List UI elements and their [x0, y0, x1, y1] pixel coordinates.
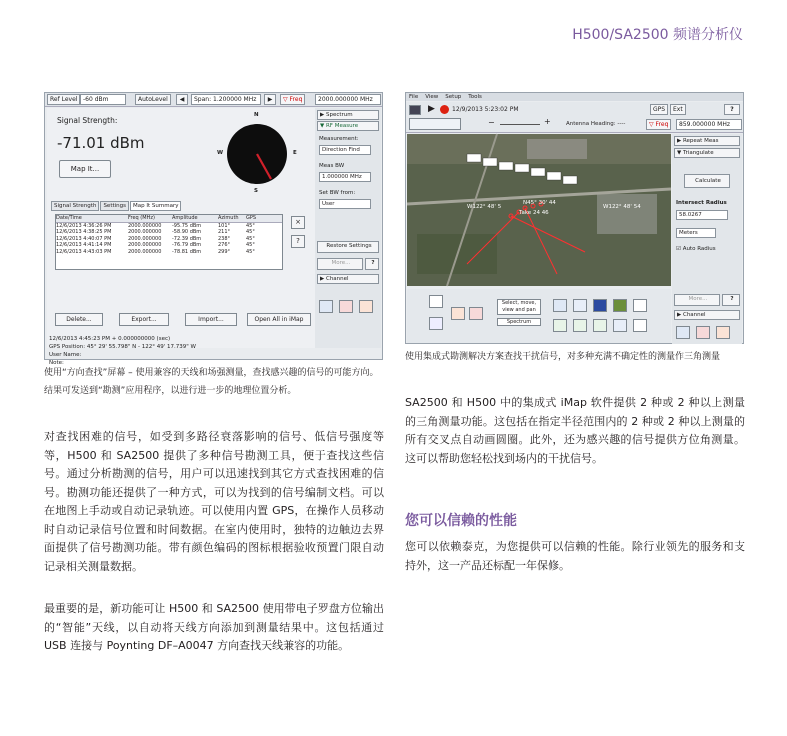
auto-radius-label: Auto Radius — [682, 246, 716, 252]
close-button[interactable]: × — [291, 216, 305, 229]
side-menu — [315, 108, 381, 348]
more-button[interactable]: More... — [317, 258, 363, 270]
more-button[interactable]: More... — [674, 294, 720, 306]
gps-button[interactable]: GPS — [650, 104, 668, 115]
zoom-in-icon[interactable]: + — [544, 117, 551, 126]
signal-bars-icon[interactable] — [613, 319, 627, 332]
import-button[interactable]: Import... — [185, 313, 237, 326]
col-gps: GPS — [246, 215, 257, 221]
spectrum-menu-button[interactable]: ▶ Spectrum — [317, 110, 379, 120]
zoom-slider[interactable] — [500, 124, 540, 125]
triangulate-menu-button[interactable]: ▼ Triangulate — [674, 148, 740, 158]
instrument-toolbar — [45, 93, 382, 107]
freq-marker-icon: ▽ — [283, 96, 288, 103]
col-date: Date/Time — [56, 215, 82, 221]
bars-icon[interactable] — [593, 299, 607, 312]
col-freq: Freq (MHz) — [128, 215, 155, 221]
span-field[interactable]: Span: 1.200000 MHz — [191, 94, 261, 105]
signal-strength-value: -71.01 dBm — [57, 134, 145, 152]
channel-menu-button[interactable]: ▶ Channel — [317, 274, 379, 284]
summary-table[interactable] — [55, 214, 283, 270]
section-heading: 您可以信赖的性能 — [405, 513, 517, 529]
flag-icon[interactable] — [359, 300, 373, 313]
auto-radius-checkbox[interactable] — [676, 246, 716, 252]
compass-w-label: W — [217, 150, 224, 156]
menu-file[interactable]: File — [409, 94, 419, 100]
tab-map-it-summary[interactable]: Map It Summary — [130, 201, 181, 211]
cell: 2000.000000 — [128, 235, 162, 242]
select-tool-icon[interactable] — [429, 295, 443, 308]
record-dot-icon[interactable] — [633, 319, 647, 332]
path-tool-icon[interactable] — [429, 317, 443, 330]
paragraph-survey: 对查找困难的信号，如受到多路径衰落影响的信号、低信号强度等等，H500 和 SA2500 提供了多种信号勘测工具，便于查找这些信号。通过分析勘测的信号，用户可以迅速找到其它方式查找困难的信号。勘测功能还提供了一种方式，可以为找到的信号编制文档。可以在地图上手动或自动记录轨迹。可以使用内置 GPS，在操作人员移动时自动记录信号位置和时间数据。在室内使用时，独特的边触边去界面提供了信号勘测功能。带有颜色编码的图标根据验收预置门限自动记录相关测量数据。 — [44, 430, 384, 573]
zoom-out-icon[interactable]: − — [488, 118, 495, 127]
chart-bars-icon[interactable] — [613, 299, 627, 312]
intersect-radius-field[interactable]: 58.0267 — [676, 210, 728, 220]
cell: 12/6/2013 4:40:07 PM — [56, 235, 112, 242]
cell: 12/6/2013 4:43:03 PM — [56, 248, 112, 255]
cell: 45° — [246, 248, 255, 255]
meas-bw-label: Meas BW — [319, 163, 345, 169]
help-button[interactable]: ? — [724, 104, 740, 115]
antenna-heading-label: Antenna Heading: ---- — [566, 121, 626, 127]
span-left-arrow-icon[interactable]: ◀ — [176, 94, 188, 105]
span-right-arrow-icon[interactable]: ▶ — [264, 94, 276, 105]
freq-marker-icon: ▽ — [649, 121, 654, 128]
ext-button[interactable]: Ext — [670, 104, 686, 115]
cell: 299° — [218, 248, 231, 255]
section-body: 您可以依赖泰克，为您提供可以信赖的性能。除行业领先的服务和支持外，这一产品还标配一年保修。 — [405, 540, 745, 572]
cell: 2000.000000 — [128, 229, 162, 235]
map-label: Take 24 46 — [519, 210, 549, 216]
cell: 2000.000000 — [128, 242, 162, 248]
intersect-radius-label: Intersect Radius — [676, 200, 727, 206]
channel-menu-button[interactable]: ▶ Channel — [674, 310, 740, 320]
cell: 276° — [218, 242, 231, 248]
measurement-panel — [47, 108, 315, 366]
bottom-tool-panel — [407, 289, 671, 343]
triangulation-screenshot — [405, 92, 744, 344]
imap-toolbar — [406, 102, 743, 133]
trace-icon[interactable] — [633, 299, 647, 312]
cell: 2000.000000 — [128, 222, 162, 229]
footer-note: Note: — [49, 360, 64, 366]
app-icon — [409, 105, 421, 115]
map-label: N45° 30' 44 — [523, 200, 556, 206]
occupied-bw-icon[interactable] — [553, 319, 567, 332]
footer-user: User Name: — [49, 352, 82, 358]
meas-bw-field[interactable]: 1.000000 MHz — [319, 172, 371, 182]
chart-icon[interactable] — [319, 300, 333, 313]
ref-level-button[interactable]: Ref Level — [47, 94, 80, 105]
cell: -78.81 dBm — [172, 248, 202, 255]
signal-strength-label: Signal Strength: — [57, 116, 118, 125]
select-move-view-pan-button[interactable]: Select, move, view and pan — [497, 299, 541, 315]
export-button[interactable]: Export... — [119, 313, 169, 326]
compass-e-label: E — [293, 150, 297, 156]
freq-button[interactable] — [646, 119, 671, 130]
footer-time: 12/6/2013 4:45:23 PM + 0.000000000 (sec) — [49, 336, 171, 342]
datetime-label: 12/9/2013 5:23:02 PM — [452, 106, 519, 113]
set-bw-from-label: Set BW from: — [319, 190, 356, 196]
record-icon[interactable] — [339, 300, 353, 313]
checkbox-icon: ☑ — [676, 246, 681, 252]
caption-triangulation: 使用集成式勘测解决方案查找干扰信号，对多种充满不确定性的测量作三角测量 — [405, 352, 721, 362]
freq-field[interactable]: 2000.000000 MHz — [315, 94, 381, 105]
cell: 238° — [218, 235, 231, 242]
map-label: W122° 48' 54 — [603, 204, 641, 210]
tab-signal-strength[interactable]: Signal Strength — [51, 201, 99, 211]
ref-level-field[interactable]: -60 dBm — [80, 94, 126, 105]
menu-setup[interactable]: Setup — [445, 94, 462, 100]
cell: 45° — [246, 222, 255, 229]
compass-dial — [225, 122, 289, 186]
cell: 211° — [218, 229, 231, 235]
house-icon[interactable] — [573, 299, 587, 312]
play-icon[interactable]: ▶ — [428, 104, 435, 114]
table-header-row — [56, 215, 282, 223]
flag-tool-icon[interactable] — [451, 307, 465, 320]
menu-tools[interactable]: Tools — [468, 94, 482, 100]
menu-view[interactable]: View — [425, 94, 439, 100]
measurement-label: Measurement: — [319, 136, 359, 142]
measurement-select[interactable]: Direction Find — [319, 145, 371, 155]
cell: 45° — [246, 229, 255, 235]
freq-label: Freq — [655, 121, 669, 128]
cell: 12/6/2013 4:41:14 PM — [56, 242, 112, 248]
satellite-map[interactable] — [407, 134, 671, 286]
triangulate-side-menu — [672, 134, 742, 344]
tab-strip — [51, 201, 182, 211]
map-label: W122° 48' 5 — [467, 204, 502, 210]
side-help-button[interactable]: ? — [365, 258, 379, 270]
cell: 45° — [246, 235, 255, 242]
freq-field[interactable]: 859.000000 MHz — [676, 119, 742, 130]
paragraph-smart-antenna: 最重要的是，新功能可让 H500 和 SA2500 使用带电子罗盘方位输出的“智能”天线，以自动将天线方向添加到测量结果中。这包括通过 USB 连接与 Poynting DF–A0047 方向查找天线兼容的功能。 — [44, 602, 384, 652]
compass-n-label: N — [254, 112, 259, 118]
chart-icon[interactable] — [676, 326, 690, 339]
open-all-in-imap-button[interactable]: Open All in iMap — [247, 313, 311, 326]
spectrum-button[interactable]: Spectrum — [497, 318, 541, 326]
measure-icon[interactable] — [553, 299, 567, 312]
cell: -76.79 dBm — [172, 242, 202, 248]
stop-icon[interactable] — [440, 105, 449, 114]
cell: 45° — [246, 242, 255, 248]
footer-gps: GPS Position: 45° 29' 55.798" N - 122° 49' 17.739" W — [49, 344, 196, 350]
cell: -95.75 dBm — [172, 222, 202, 229]
cell: 12/6/2013 4:38:25 PM — [56, 229, 112, 235]
help-button[interactable]: ? — [291, 235, 305, 248]
cell: -72.39 dBm — [172, 235, 202, 242]
paragraph-imap: SA2500 和 H500 中的集成式 iMap 软件提供 2 种或 2 种以上测量的三角测量功能。这包括在指定半径范围内的 2 种或 2 种以上测量的所有交叉点自动画圆圈。此外，还为感兴趣的信号提供方位角测量。这可以帮助您轻松找到场内的干扰信号。 — [405, 396, 745, 465]
side-help-button[interactable]: ? — [722, 294, 740, 306]
direction-find-screenshot — [44, 92, 383, 366]
col-amplitude: Amplitude — [172, 215, 198, 221]
freq-label: Freq — [289, 96, 303, 103]
set-bw-from-select[interactable]: User — [319, 199, 371, 209]
field-strength-icon[interactable] — [573, 319, 587, 332]
status-footer — [49, 335, 196, 367]
restore-settings-button[interactable]: Restore Settings — [317, 241, 379, 253]
map-it-button[interactable]: Map It... — [59, 160, 111, 178]
page-header-title: H500/SA2500 频谱分析仪 — [572, 27, 743, 43]
table-row[interactable] — [56, 249, 282, 256]
cell: 12/6/2013 4:36:26 PM — [56, 222, 112, 229]
calculate-button[interactable]: Calculate — [684, 174, 730, 188]
units-select[interactable]: Meters — [676, 228, 716, 238]
repeat-meas-button[interactable]: ▶ Repeat Meas — [674, 136, 740, 146]
cell: 2000.000000 — [128, 248, 162, 255]
spectrogram-icon[interactable] — [593, 319, 607, 332]
flags-tool-icon[interactable] — [469, 307, 483, 320]
record-icon[interactable] — [696, 326, 710, 339]
compass-icon — [225, 122, 289, 186]
autolevel-button[interactable]: AutoLevel — [135, 94, 171, 105]
tab-settings[interactable]: Settings — [100, 201, 129, 211]
menu-bar — [406, 93, 743, 101]
delete-button[interactable]: Delete... — [55, 313, 103, 326]
cell: 101° — [218, 222, 231, 229]
flag-icon[interactable] — [716, 326, 730, 339]
rf-measure-menu-button[interactable]: ▼ RF Measure — [317, 121, 379, 131]
col-azimuth: Azimuth — [218, 215, 239, 221]
compass-s-label: S — [254, 188, 258, 194]
map-tools-icon[interactable] — [409, 118, 461, 130]
caption-direction-find: 使用“方向查找”屏幕 – 使用兼容的天线和场强测量，查找感兴趣的信号的可能方向。结果可发送到“勘测”应用程序，以进行进一步的地理位置分析。 — [44, 368, 379, 396]
freq-button[interactable] — [280, 94, 305, 105]
cell: -58.90 dBm — [172, 229, 202, 235]
